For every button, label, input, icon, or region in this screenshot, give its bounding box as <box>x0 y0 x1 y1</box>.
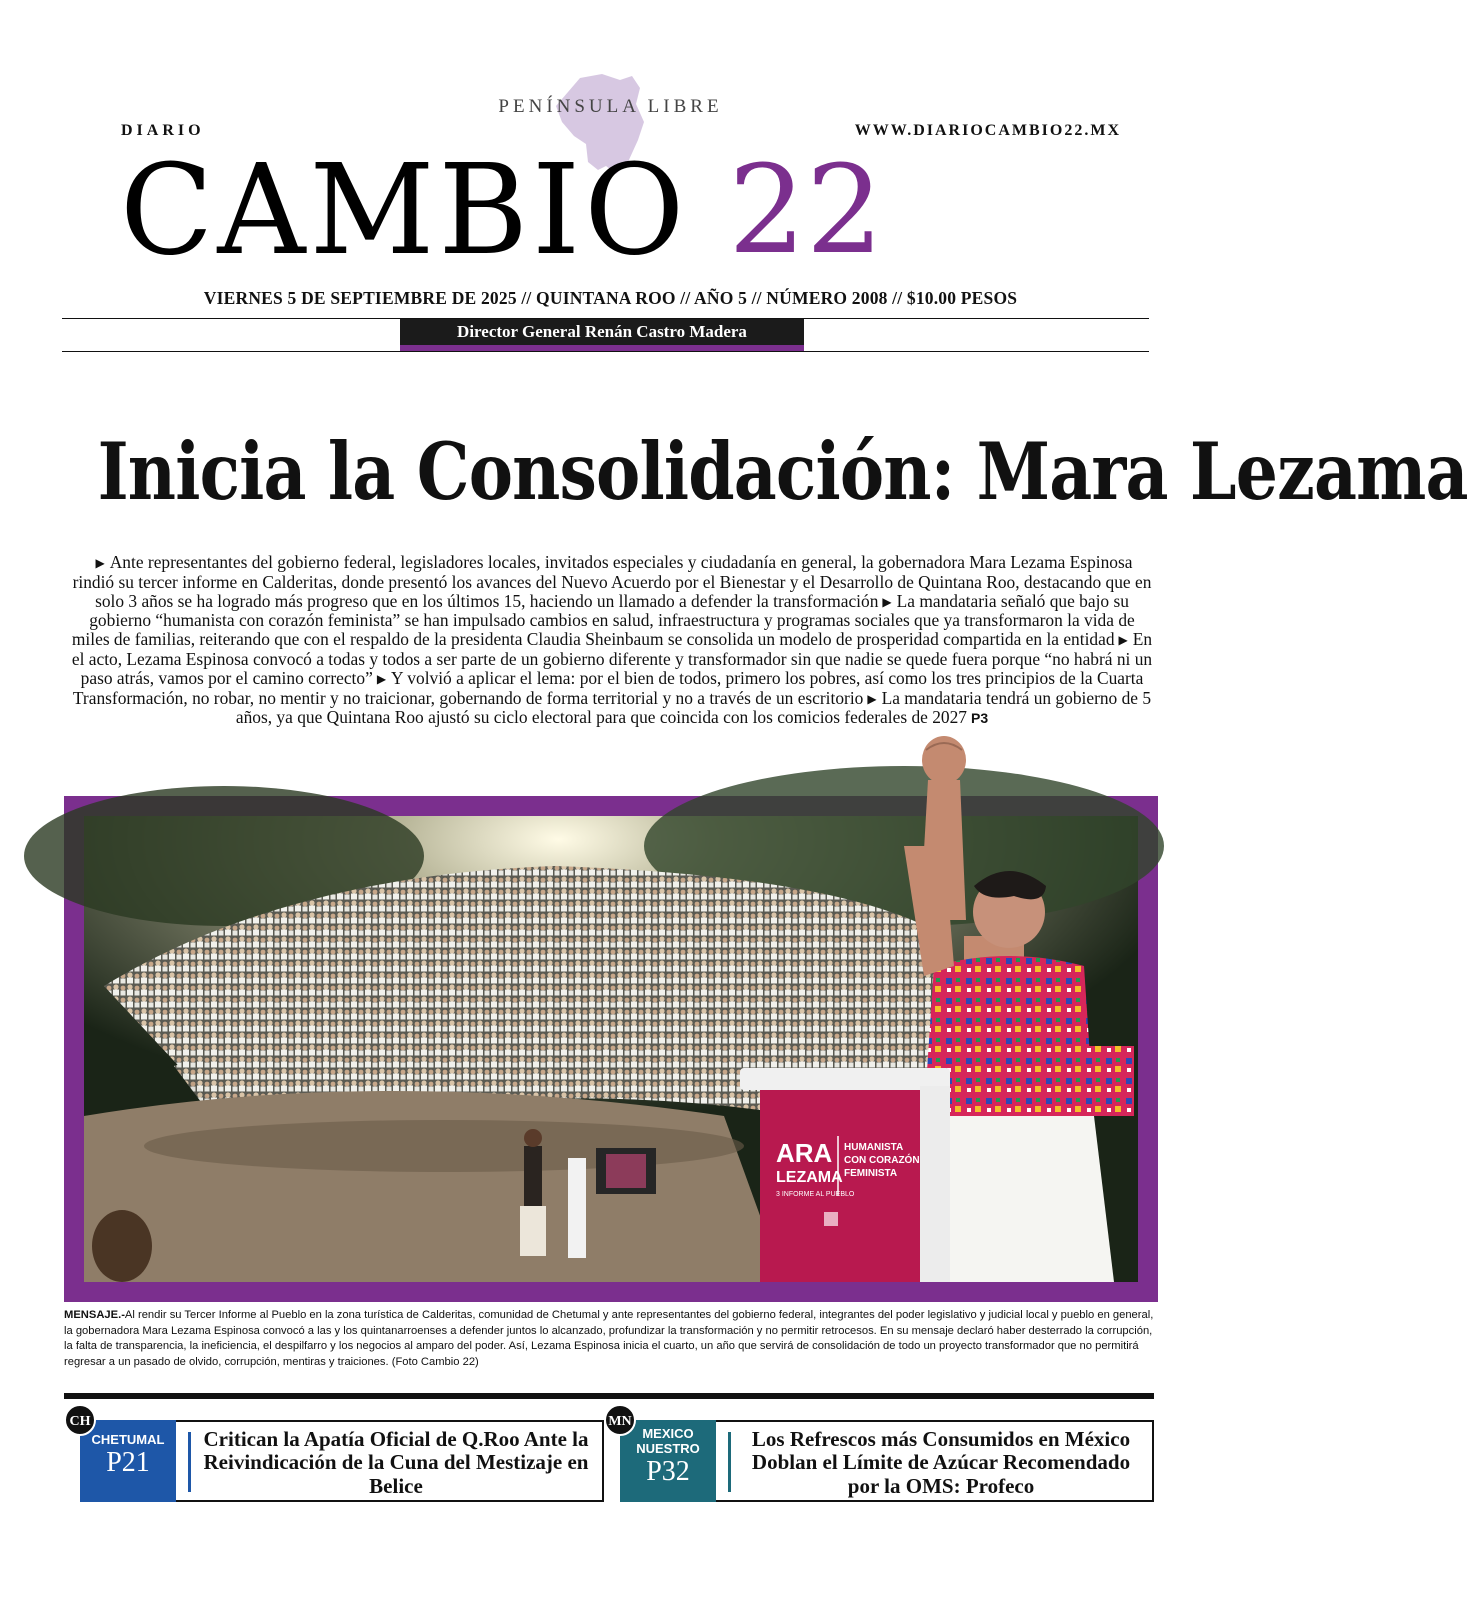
raised-fist-illustration <box>870 720 1000 920</box>
main-headline[interactable]: Inicia la Consolidación: Mara Lezama <box>97 425 1468 518</box>
teaser-divider <box>188 1432 191 1492</box>
logo-number: 22 <box>728 139 884 281</box>
teaser-divider <box>728 1432 731 1492</box>
teaser-mexico-nuestro[interactable] <box>608 1414 1154 1502</box>
photo-caption <box>64 1308 1154 1370</box>
podium-brand-name: LEZAMA <box>776 1169 843 1186</box>
bullet-arrow-icon: ▶ <box>1118 633 1128 648</box>
page-reference[interactable]: P3 <box>971 710 989 727</box>
podium-brand-sub: 3 INFORME AL PUEBLO <box>776 1191 855 1198</box>
page-number: P32 <box>646 1456 690 1487</box>
podium-slogan: FEMINISTA <box>844 1168 898 1179</box>
section-tag-icon: CH <box>64 1404 96 1436</box>
podium-slogan: HUMANISTA <box>844 1142 904 1153</box>
podium-brand: ARA <box>776 1138 833 1168</box>
caption-text: Al rendir su Tercer Informe al Pueblo en la zona turística de Calderitas, comunidad de Chetumal y ante representantes del gobierno federal, integrantes del poder legislativo y judicial local y pueblo en general, la gobernadora Mara Lezama Espinosa convocó a las y los quintanarroenses a defender juntos lo alcanzado, profundizar la transformación y no permitir retrocesos. En su mensaje declaró haber desterrado la corrupción, la falta de transparencia, la ineficiencia, el despilfarro y los negocios al amparo del poder. Así, Lezama Espinosa inicia el cuarto, un año que servirá de consolidación de todo un proyecto transformador que no permitirá regresar a un pasado de olvido, corrupción, mentiras y traiciones. (Foto Cambio 22) <box>64 1309 1154 1368</box>
bullet-arrow-icon: ▶ <box>95 556 105 570</box>
section-divider <box>64 1393 1154 1399</box>
caption-label: MENSAJE.- <box>64 1309 125 1321</box>
masthead-kicker: DIARIO <box>121 122 205 139</box>
teaser-headline[interactable]: Los Refrescos más Consumidos en México Doblan el Límite de Azúcar Recomendado por la OMS: Profeco <box>751 1426 1131 1498</box>
bullet-arrow-icon: ▶ <box>867 691 877 706</box>
masthead-tagline: PENÍNSULA LIBRE <box>498 96 723 117</box>
teaser-chetumal[interactable] <box>69 1414 604 1502</box>
section-label: NUESTRO <box>636 1441 700 1456</box>
teaser-headline[interactable]: Critican la Apatía Oficial de Q.Roo Ante la Reivindicación de la Cuna del Mestizaje en Belice <box>203 1426 589 1498</box>
summary-item: Y volvió a aplicar el lema: por el bien de todos, primero los pobres, así como los tres principios de la Cuarta Transformación, no robar, no mentir y no traicionar, gobernando de forma territorial y no a través de un escritorio <box>72 667 1144 708</box>
divider <box>62 351 1149 352</box>
summary-item: La mandataria señaló que bajo su gobierno “humanista con corazón feminista” se han impulsado cambios en salud, infraestructura y programas sociales que ya transformaron la vida de miles de familias, reiterando que con el respaldo de la presidenta Claudia Sheinbaum se consolida un modelo de prosperidad compartida en la entidad <box>71 590 1135 650</box>
story-summary <box>70 553 1154 728</box>
section-label: MEXICO <box>642 1426 694 1441</box>
logo-word: CAMBIO <box>120 137 689 283</box>
newspaper-logo <box>120 137 884 283</box>
section-badge <box>80 1420 176 1502</box>
masthead <box>0 0 1221 370</box>
podium-slogan: CON CORAZÓN <box>844 1155 920 1166</box>
bullet-arrow-icon: ▶ <box>376 671 387 686</box>
director-credit: Director General Renán Castro Madera <box>400 319 804 345</box>
summary-item: La mandataria tendrá un gobierno de 5 años, ya que Quintana Roo ajustó su ciclo electoral para que coincida con los comicios federales de 2027 <box>235 687 1152 728</box>
website-link[interactable]: WWW.DIARIOCAMBIO22.MX <box>854 122 1121 139</box>
bullet-arrow-icon: ▶ <box>882 594 892 609</box>
section-label: CHETUMAL <box>91 1432 165 1447</box>
section-tag-icon: MN <box>604 1404 636 1436</box>
summary-item: En el acto, Lezama Espinosa convocó a todas y todos a ser parte de un gobierno diferente y transformador sin que nadie se quede fuera porque “no habrá ni un paso atrás, vamos por el camino correcto” <box>71 629 1153 688</box>
section-badge <box>620 1420 716 1502</box>
page-number: P21 <box>106 1447 150 1478</box>
summary-item: Ante representantes del gobierno federal, legisladores locales, invitados especiales y ciudadanía en general, la gobernadora Mara Lezama Espinosa rindió su tercer informe en Calderitas, donde presentó los avances del Nuevo Acuerdo por el Bienestar y el Desarrollo de Quintana Roo, destacando que en solo 3 años se ha logrado más progreso que en los últimos 15, haciendo un llamado a defender la transformación <box>72 552 1152 611</box>
dateline: VIERNES 5 DE SEPTIEMBRE DE 2025 // QUINTANA ROO // AÑO 5 // NÚMERO 2008 // $10.00 PESOS <box>203 288 1018 308</box>
